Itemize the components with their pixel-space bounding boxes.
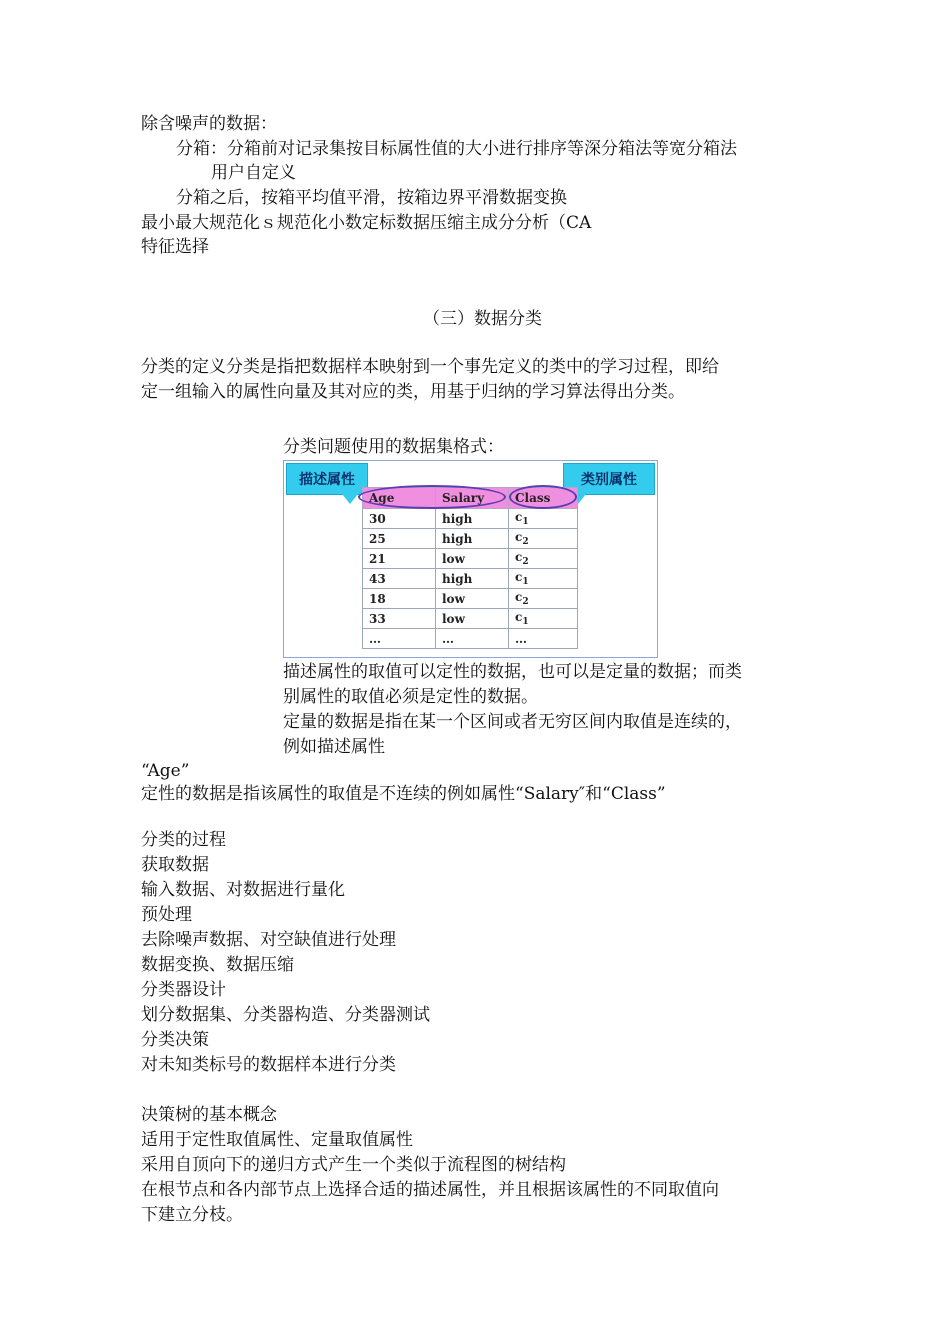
table-header-row [363,488,578,509]
class-cell [509,589,578,609]
list-line: 去除噪声数据、对空缺值进行处理 [141,930,396,950]
list-line: 输入数据、对数据进行量化 [141,880,345,900]
list-line: 分类器设计 [141,980,226,1000]
table-row [363,589,578,609]
header-class: Class [509,488,578,509]
list-line: 采用自顶向下的递归方式产生一个类似于流程图的树结构 [141,1155,566,1175]
table-row [363,529,578,549]
text-line: 分箱：分箱前对记录集按目标属性值的大小进行排序等深分箱法等宽分箱法 [176,139,737,159]
list-line: 在根节点和各内部节点上选择合适的描述属性，并且根据该属性的不同取值向 [141,1180,719,1200]
figure-note-line: 别属性的取值必须是定性的数据。 [283,687,538,707]
salary-cell: low [436,589,509,609]
text-line: 特征选择 [141,237,209,257]
class-cell [509,509,578,529]
header-age: Age [363,488,436,509]
class-letter: c [515,610,523,624]
class-attribute-callout: 类别属性 [563,463,655,495]
salary-cell: low [436,549,509,569]
dataset-table [362,487,578,649]
text-line: 最小最大规范化ｓ规范化小数定标数据压缩主成分分析（CA [141,213,592,233]
salary-cell: high [436,569,509,589]
list-line: 数据变换、数据压缩 [141,955,294,975]
age-cell: 21 [363,549,436,569]
salary-cell: high [436,529,509,549]
class-letter: c [515,550,523,564]
class-cell [509,549,578,569]
list-line: 分类决策 [141,1030,209,1050]
paragraph-line: 定一组输入的属性向量及其对应的类，用基于归纳的学习算法得出分类。 [141,382,685,402]
text-line: 定性的数据是指该属性的取值是不连续的例如属性“Salary″和“Class” [141,784,666,804]
figure-note-line: 描述属性的取值可以定性的数据，也可以是定量的数据；而类 [283,662,742,682]
ellipsis-cell: … [509,629,578,649]
figure-title: 分类问题使用的数据集格式： [283,437,504,457]
header-salary: Salary [436,488,509,509]
table-row [363,569,578,589]
class-subscript: 1 [522,617,529,627]
class-letter: c [515,570,523,584]
text-line: 除含噪声的数据： [141,114,277,134]
age-cell: 33 [363,609,436,629]
figure-note-line: 例如描述属性 [283,737,385,757]
class-letter: c [515,530,523,544]
age-cell: 25 [363,529,436,549]
table-row [363,549,578,569]
age-cell: 18 [363,589,436,609]
salary-cell: low [436,609,509,629]
descriptive-attribute-callout: 描述属性 [286,463,368,495]
class-letter: c [515,510,523,524]
dataset-format-figure [283,460,658,658]
list-line: 预处理 [141,905,192,925]
text-line: 分箱之后，按箱平均值平滑，按箱边界平滑数据变换 [176,188,567,208]
list-line: 获取数据 [141,855,209,875]
class-subscript: 2 [522,537,529,547]
list-line: 决策树的基本概念 [141,1105,277,1125]
list-line: 下建立分枝。 [141,1205,243,1225]
section-heading: （三）数据分类 [423,309,542,329]
list-line: 适用于定性取值属性、定量取值属性 [141,1130,413,1150]
class-letter: c [515,590,523,604]
class-cell [509,569,578,589]
list-line: 对未知类标号的数据样本进行分类 [141,1055,396,1075]
table-row [363,629,578,649]
class-cell [509,529,578,549]
callout-pointer [342,494,358,504]
salary-cell: high [436,509,509,529]
class-subscript: 2 [522,597,529,607]
class-subscript: 2 [522,557,529,567]
ellipsis-cell: … [436,629,509,649]
list-line: 划分数据集、分类器构造、分类器测试 [141,1005,430,1025]
text-line: “Age” [141,761,190,781]
ellipsis-cell: … [363,629,436,649]
age-cell: 43 [363,569,436,589]
list-line: 分类的过程 [141,830,226,850]
class-subscript: 1 [522,517,529,527]
text-line: 用户自定义 [211,163,296,183]
table-row [363,509,578,529]
class-cell [509,609,578,629]
age-cell: 30 [363,509,436,529]
paragraph-line: 分类的定义分类是指把数据样本映射到一个事先定义的类中的学习过程，即给 [141,357,719,377]
table-row [363,609,578,629]
figure-note-line: 定量的数据是指在某一个区间或者无穷区间内取值是连续的， [283,712,742,732]
class-subscript: 1 [522,577,529,587]
